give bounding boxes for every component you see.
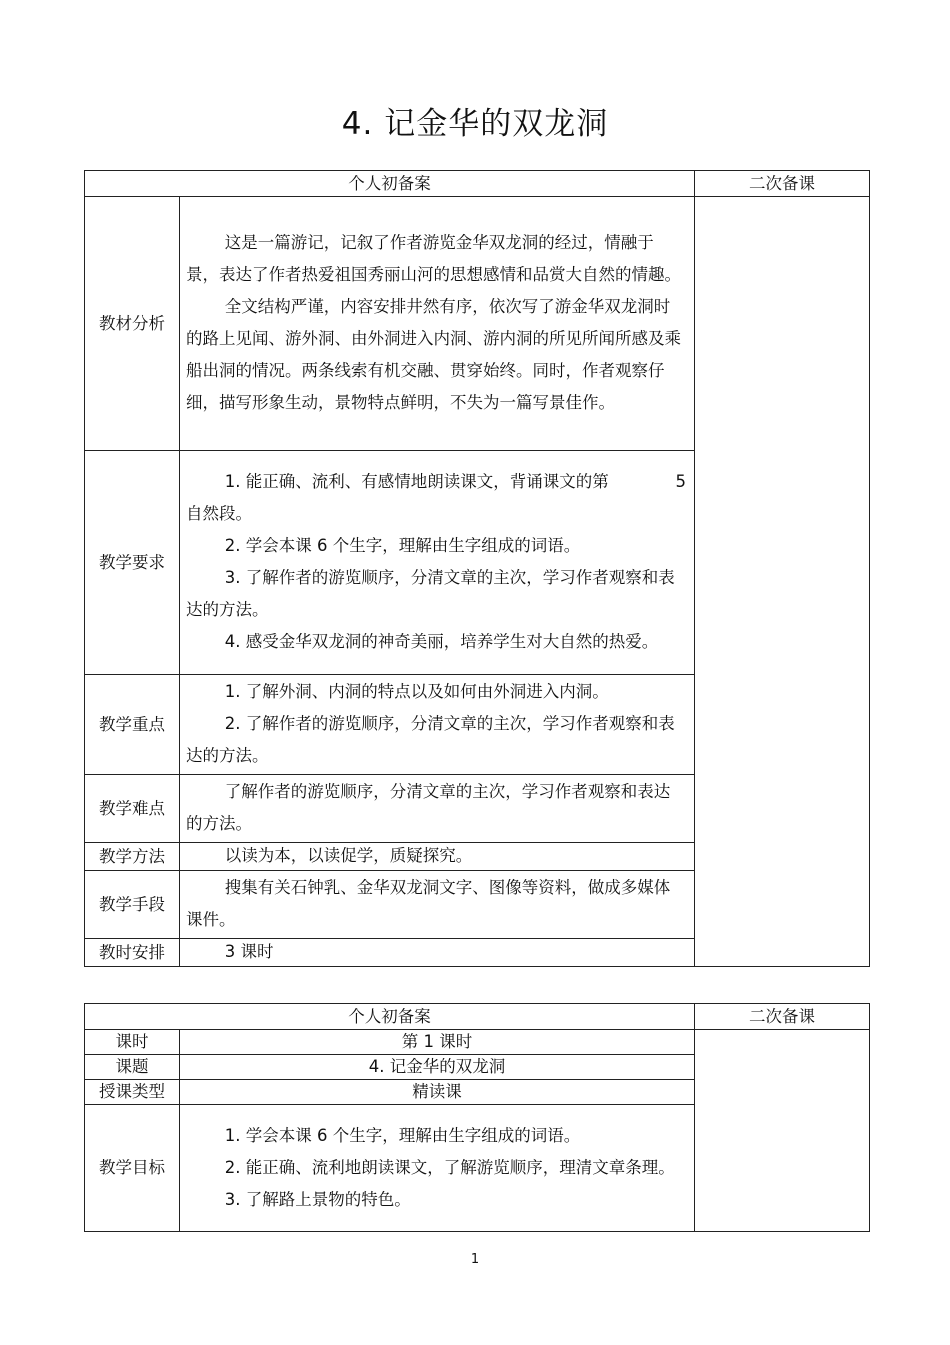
paragraph: 了解作者的游览顺序，分清文章的主次，学习作者观察和表达的方法。 [186, 782, 671, 833]
teaching-goals-cell [180, 1105, 695, 1232]
row-label: 教学方法 [85, 843, 180, 871]
lesson-detail-table [84, 1003, 870, 1232]
row-label: 教学难点 [85, 775, 180, 843]
requirement-1-number: 5 [675, 472, 686, 491]
paragraph: 3 课时 [224, 942, 274, 961]
paragraph: 1. 了解外洞、内洞的特点以及如何由外洞进入内洞。 [224, 682, 609, 701]
header-second-plan: 二次备课 [695, 171, 870, 197]
paragraph: 2. 了解作者的游览顺序，分清文章的主次，学习作者观察和表达的方法。 [186, 714, 675, 765]
key-points-cell [180, 675, 695, 775]
second-plan-notes-cell [695, 197, 870, 967]
paragraph: 这是一篇游记，记叙了作者游览金华双龙洞的经过，情融于景，表达了作者热爱祖国秀丽山河的思想感情和品赏大自然的情趣。 [186, 233, 681, 284]
lesson-plan-table [84, 170, 870, 967]
paragraph: 以读为本，以读促学，质疑探究。 [224, 846, 473, 865]
row-label: 教学手段 [85, 871, 180, 939]
page-title: 4. 记金华的双龙洞 [341, 106, 609, 142]
row-label: 教学重点 [85, 675, 180, 775]
paragraph-continuation: 自然段。 [186, 504, 252, 523]
material-analysis-cell [180, 197, 695, 451]
teaching-requirements-cell [180, 451, 695, 675]
row-label: 教材分析 [85, 197, 180, 451]
requirement-1-text: 1. 能正确、流利、有感情地朗读课文，背诵课文的第 [224, 472, 609, 491]
paragraph: 1. 学会本课 6 个生字，理解由生字组成的词语。 [224, 1125, 581, 1145]
header-second-plan: 二次备课 [695, 1004, 870, 1030]
row-label: 课题 [85, 1055, 180, 1080]
paragraph: 4. 感受金华双龙洞的神奇美丽，培养学生对大自然的热爱。 [224, 632, 659, 651]
paragraph: 2. 能正确、流利地朗读课文，了解游览顺序，理清文章条理。 [224, 1157, 675, 1177]
paragraph: 搜集有关石钟乳、金华双龙洞文字、图像等资料，做成多媒体课件。 [186, 878, 671, 929]
row-label: 课时 [85, 1030, 180, 1055]
means-cell [180, 871, 695, 939]
paragraph: 3. 了解作者的游览顺序，分清文章的主次，学习作者观察和表达的方法。 [186, 568, 675, 619]
difficulties-cell [180, 775, 695, 843]
paragraph: 全文结构严谨，内容安排井然有序，依次写了游金华双龙洞时的路上见闻、游外洞、由外洞进入内洞、游内洞的所见所闻所感及乘船出洞的情况。两条线索有机交融、贯穿始终。同时，作者观察仔细，描写形象生动，景物特点鲜明，不失为一篇写景佳作。 [186, 297, 681, 412]
schedule-cell [180, 939, 695, 967]
paragraph [186, 466, 686, 498]
lesson-period-value: 第 1 课时 [180, 1030, 695, 1055]
header-initial-plan: 个人初备案 [85, 171, 695, 197]
row-label: 教学目标 [85, 1105, 180, 1232]
row-label: 授课类型 [85, 1080, 180, 1105]
header-initial-plan: 个人初备案 [85, 1004, 695, 1030]
methods-cell [180, 843, 695, 871]
row-label: 教时安排 [85, 939, 180, 967]
paragraph: 2. 学会本课 6 个生字，理解由生字组成的词语。 [224, 536, 581, 555]
lesson-type-value: 精读课 [180, 1080, 695, 1105]
row-label: 教学要求 [85, 451, 180, 675]
lesson-topic-value: 4. 记金华的双龙洞 [180, 1055, 695, 1080]
page-number: 1 [470, 1252, 480, 1267]
paragraph: 3. 了解路上景物的特色。 [224, 1189, 411, 1209]
second-plan-notes-cell [695, 1030, 870, 1232]
